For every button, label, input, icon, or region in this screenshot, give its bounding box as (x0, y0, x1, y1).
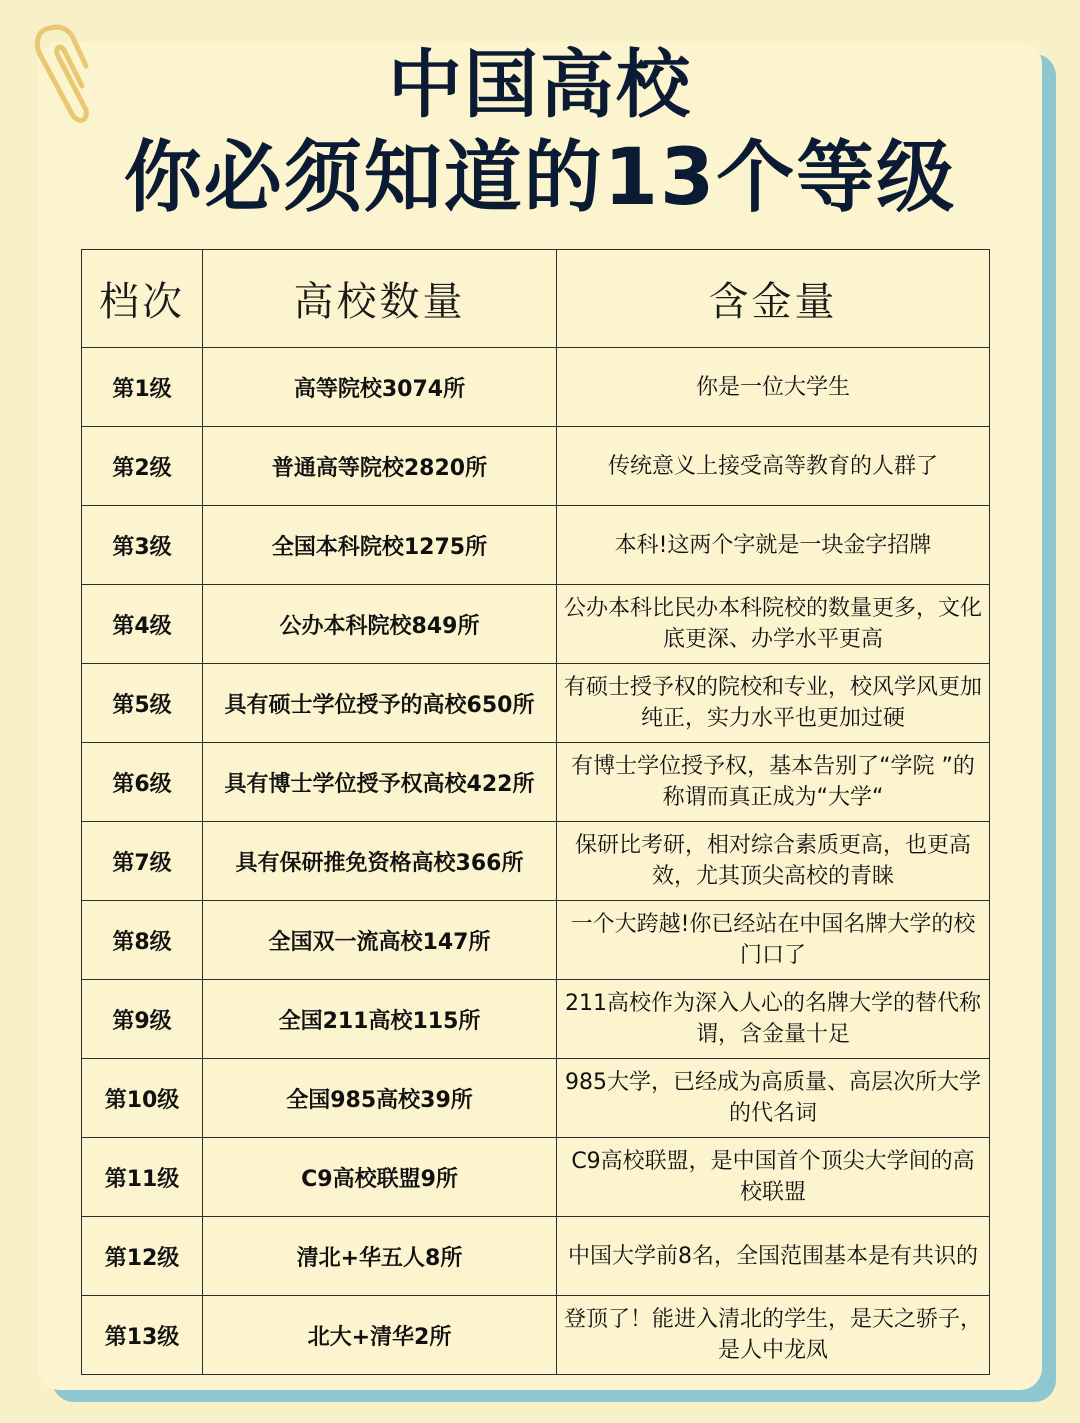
level-cell: 第4级 (82, 585, 203, 664)
level-cell: 第1级 (82, 348, 203, 427)
table-row (82, 1138, 990, 1217)
worth-cell: 传统意义上接受高等教育的人群了 (557, 427, 990, 506)
count-cell: 公办本科院校849所 (203, 585, 557, 664)
count-cell: 全国双一流高校147所 (203, 901, 557, 980)
level-cell: 第2级 (82, 427, 203, 506)
level-cell: 第3级 (82, 506, 203, 585)
level-cell: 第12级 (82, 1217, 203, 1296)
worth-cell: 211高校作为深入人心的名牌大学的替代称谓，含金量十足 (557, 980, 990, 1059)
column-header-count: 高校数量 (203, 250, 557, 348)
table-row (82, 427, 990, 506)
worth-cell: 保研比考研，相对综合素质更高，也更高效，尤其顶尖高校的青睐 (557, 822, 990, 901)
worth-cell: 登顶了！能进入清北的学生，是天之骄子，是人中龙凤 (557, 1296, 990, 1375)
level-cell: 第6级 (82, 743, 203, 822)
table-row (82, 822, 990, 901)
table-row (82, 1296, 990, 1375)
count-cell: 普通高等院校2820所 (203, 427, 557, 506)
worth-cell: 公办本科比民办本科院校的数量更多，文化底更深、办学水平更高 (557, 585, 990, 664)
column-header-worth: 含金量 (557, 250, 990, 348)
worth-cell: 中国大学前8名，全国范围基本是有共识的 (557, 1217, 990, 1296)
page-title-line2: 你必须知道的13个等级 (123, 133, 957, 223)
level-cell: 第9级 (82, 980, 203, 1059)
table-row (82, 980, 990, 1059)
count-cell: 全国211高校115所 (203, 980, 557, 1059)
count-cell: 全国本科院校1275所 (203, 506, 557, 585)
level-cell: 第8级 (82, 901, 203, 980)
worth-cell: 有博士学位授予权，基本告别了“学院 ”的称谓而真正成为“大学“ (557, 743, 990, 822)
count-cell: 高等院校3074所 (203, 348, 557, 427)
count-cell: 具有硕士学位授予的高校650所 (203, 664, 557, 743)
table-header-row (82, 250, 990, 348)
worth-cell: 985大学，已经成为高质量、高层次所大学的代名词 (557, 1059, 990, 1138)
table-row (82, 506, 990, 585)
worth-cell: 你是一位大学生 (557, 348, 990, 427)
university-levels-table (81, 249, 990, 1375)
table-row (82, 348, 990, 427)
table-row (82, 585, 990, 664)
worth-cell: 一个大跨越!你已经站在中国名牌大学的校门口了 (557, 901, 990, 980)
table-row (82, 743, 990, 822)
level-cell: 第11级 (82, 1138, 203, 1217)
table-row (82, 901, 990, 980)
table-row (82, 664, 990, 743)
count-cell: C9高校联盟9所 (203, 1138, 557, 1217)
level-cell: 第5级 (82, 664, 203, 743)
count-cell: 全国985高校39所 (203, 1059, 557, 1138)
level-cell: 第13级 (82, 1296, 203, 1375)
worth-cell: 有硕士授予权的院校和专业，校风学风更加纯正，实力水平也更加过硬 (557, 664, 990, 743)
column-header-level: 档次 (82, 250, 203, 348)
level-cell: 第10级 (82, 1059, 203, 1138)
worth-cell: 本科!这两个字就是一块金字招牌 (557, 506, 990, 585)
count-cell: 具有保研推免资格高校366所 (203, 822, 557, 901)
count-cell: 具有博士学位授予权高校422所 (203, 743, 557, 822)
worth-cell: C9高校联盟，是中国首个顶尖大学间的高校联盟 (557, 1138, 990, 1217)
page-title-line1: 中国高校 (388, 42, 692, 128)
count-cell: 清北+华五人8所 (203, 1217, 557, 1296)
count-cell: 北大+清华2所 (203, 1296, 557, 1375)
table-row (82, 1217, 990, 1296)
table-row (82, 1059, 990, 1138)
level-cell: 第7级 (82, 822, 203, 901)
